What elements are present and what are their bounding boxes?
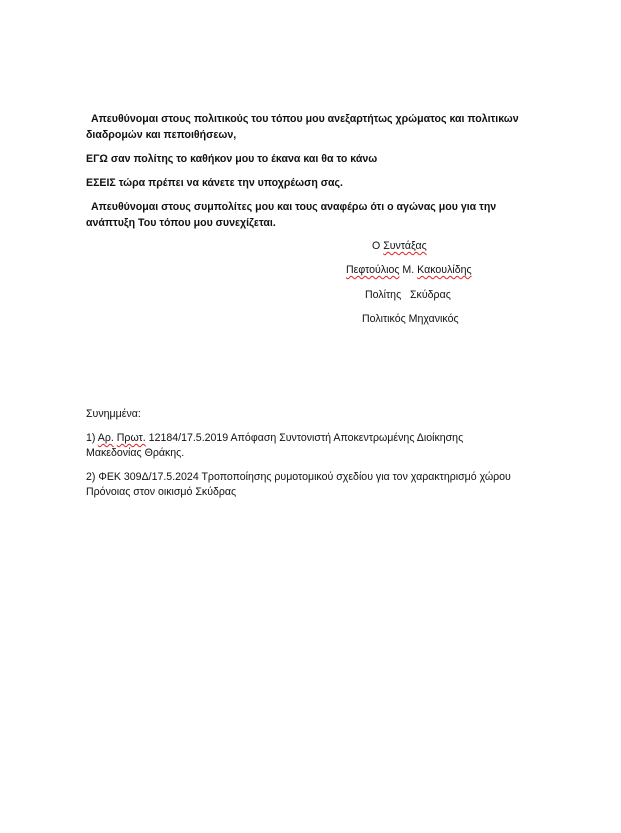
attachment-line: 2) ΦΕΚ 309Δ/17.5.2024 Τροποποίησης ρυμοτομικού σχεδίου για τον χαρακτηρισμό χώρου	[86, 471, 511, 483]
signature-name-line	[346, 263, 472, 277]
signature-first-name: Πεφτούλιος	[346, 264, 400, 276]
attachment-text: 12184/17.5.2019 Απόφαση Συντονιστή Αποκεντρωμένης Διοίκησης	[148, 432, 464, 444]
attachment-line: Μακεδονίας Θράκης.	[86, 447, 185, 459]
attachment-line: Πρόνοιας στον οικισμό Σκύδρας	[86, 486, 237, 498]
attachment-line	[86, 431, 546, 446]
paragraph-line: Απευθύνομαι στους πολιτικούς του τόπου μου ανεξαρτήτως χρώματος και πολιτικων	[91, 113, 519, 125]
attachment-item-2	[86, 470, 546, 500]
paragraph-obligation-statement	[86, 175, 546, 191]
attachment-item-1	[86, 431, 546, 461]
signature-initial: Μ.	[402, 264, 415, 276]
paragraph-line: Απευθύνομαι στους συμπολίτες μου και τους αναφέρω ότι ο αγώνας μου για την	[91, 201, 497, 213]
signature-title-line: Πολιτικός Μηχανικός	[362, 313, 459, 325]
signature-role-line: Πολίτης Σκύδρας	[365, 289, 451, 301]
attachment-number: 1)	[86, 432, 96, 444]
paragraph-line: ΕΓΩ σαν πολίτης το καθήκον μου το έκανα και θα το κάνω	[86, 153, 378, 165]
signature-author-line	[372, 239, 427, 253]
paragraph-address-citizens	[86, 199, 546, 231]
attachment-ref-b: Πρωτ.	[116, 432, 146, 444]
signature-last-name: Κακουλίδης	[417, 264, 472, 276]
paragraph-line: ανάπτυξη Του τόπου μου συνεχίζεται.	[86, 217, 276, 229]
paragraph-line: ΕΣΕΙΣ τώρα πρέπει να κάνετε την υποχρέωση σας.	[86, 177, 343, 189]
attachment-ref-a: Αρ.	[97, 432, 114, 444]
signature-prefix: Ο	[372, 240, 381, 252]
attachments-heading: Συνημμένα:	[86, 408, 141, 420]
paragraph-address-politicians	[86, 111, 546, 143]
signature-author-word: Συντάξας	[383, 240, 427, 252]
paragraph-line: διαδρομών και πεποιθήσεων,	[86, 129, 237, 141]
paragraph-duty-statement	[86, 151, 546, 167]
